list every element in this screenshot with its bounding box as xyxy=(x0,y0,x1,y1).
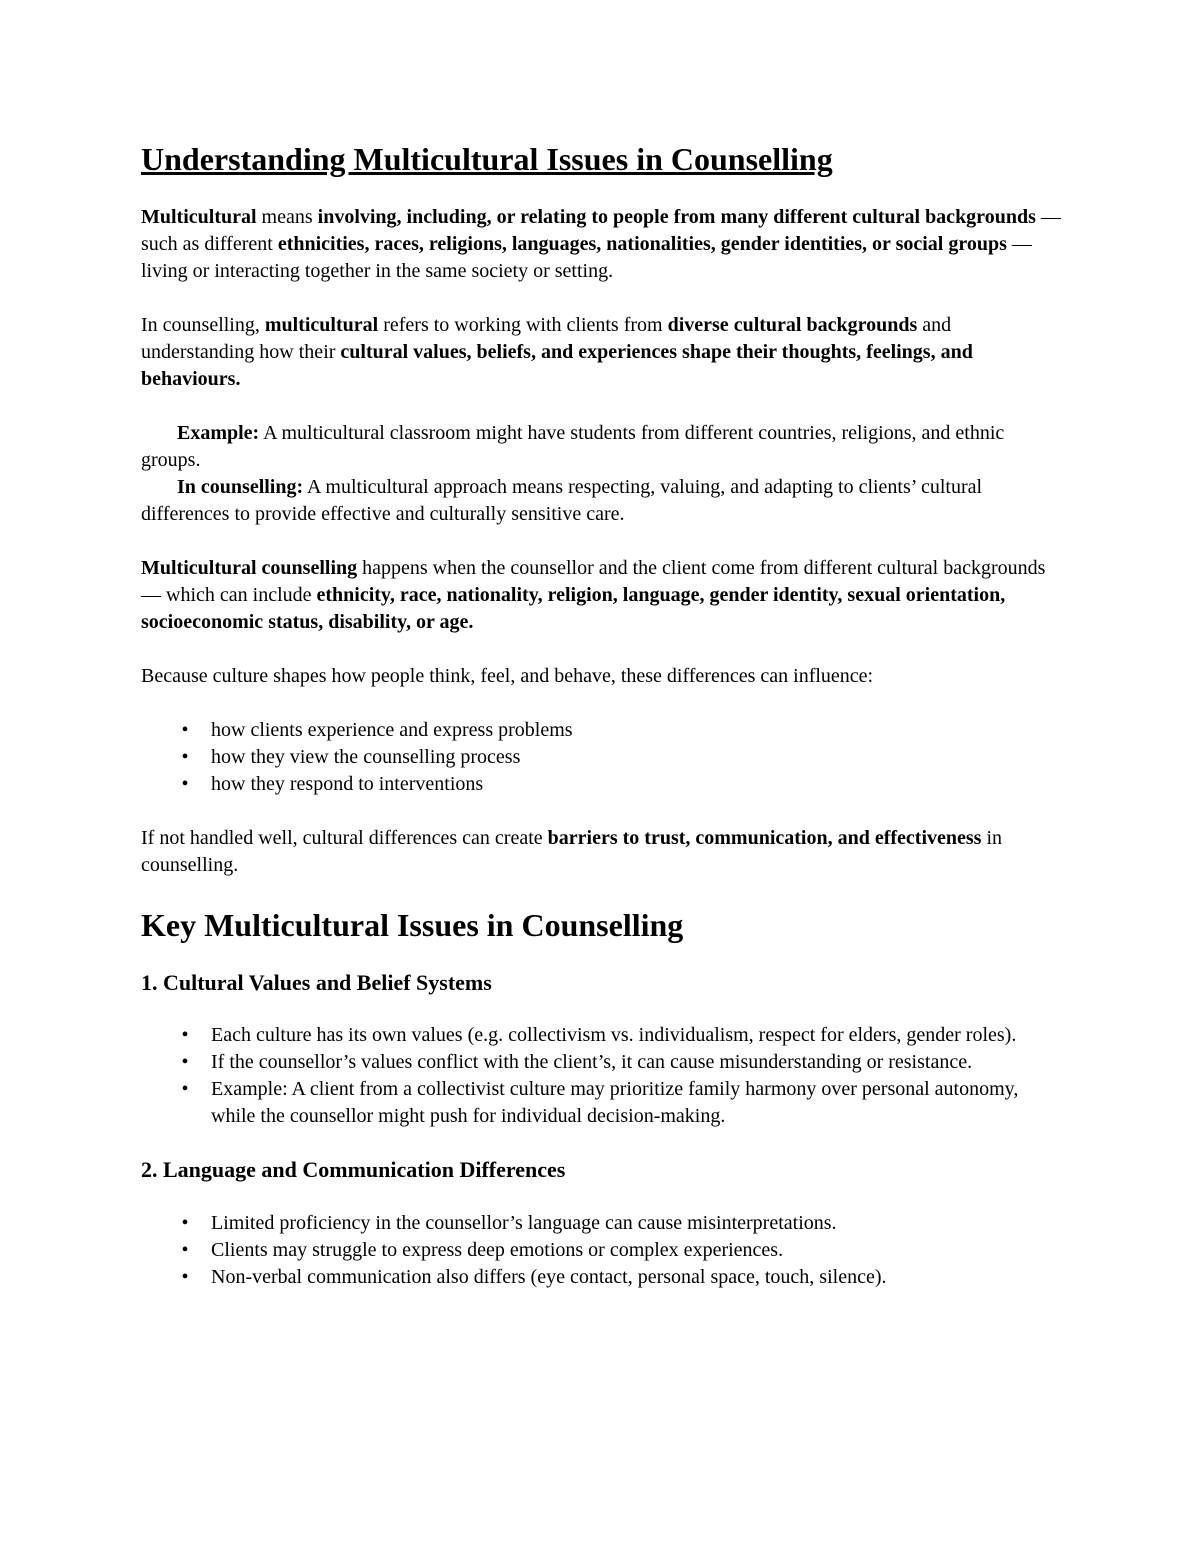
bullet-icon: • xyxy=(181,746,189,769)
bold-phrase: diverse cultural backgrounds xyxy=(667,314,918,337)
key-issues-heading: Key Multicultural Issues in Counselling xyxy=(141,907,684,944)
definition-paragraph: Multicultural means involving, including, or relating to people from many different cultural backgrounds — such as different ethnicities, races, religions, languages, nationalities, gender identities, or social groups — living or interacting together in the same society or setting. xyxy=(141,206,1061,283)
bullet-icon: • xyxy=(181,1024,189,1047)
bullet-icon: • xyxy=(181,773,189,796)
bold-phrase: barriers to trust, communication, and effectiveness xyxy=(547,827,982,850)
list-item: • Example: A client from a collectivist culture may prioritize family harmony over personal autonomy, while the counsellor might push for individual decision-making. xyxy=(211,1076,1061,1130)
bold-phrase: ethnicity, race, nationality, religion, language, gender identity, sexual orientation, socioeconomic status, disability, or age. xyxy=(141,584,1006,634)
list-item: • If the counsellor’s values conflict with the client’s, it can cause misunderstanding or resistance. xyxy=(211,1049,1061,1076)
bold-phrase: ethnicities, races, religions, languages, nationalities, gender identities, or social groups xyxy=(277,233,1007,256)
list-item: • how they view the counselling process xyxy=(211,744,1061,771)
influence-list xyxy=(141,717,1061,798)
in-counselling-paragraph: In counselling: A multicultural approach means respecting, valuing, and adapting to clients’ cultural differences to provide effective and culturally sensitive care. xyxy=(141,476,983,526)
bullet-icon: • xyxy=(181,1211,189,1234)
section-2-heading: 2. Language and Communication Differences xyxy=(141,1157,566,1183)
list-item: • Clients may struggle to express deep emotions or complex experiences. xyxy=(211,1237,1061,1264)
bullet-icon: • xyxy=(181,1051,189,1074)
section-1-heading: 1. Cultural Values and Belief Systems xyxy=(141,969,492,995)
bullet-icon: • xyxy=(181,1238,189,1261)
bullet-icon: • xyxy=(181,1078,189,1101)
list-item: • how they respond to interventions xyxy=(211,771,1061,798)
counselling-paragraph: In counselling, multicultural refers to working with clients from diverse cultural backgrounds and understanding how their cultural values, beliefs, and experiences shape their thoughts, feelings, and behaviours. xyxy=(141,314,973,391)
list-item: • Non-verbal communication also differs (eye contact, personal space, touch, silence). xyxy=(211,1264,1061,1291)
example-paragraph: Example: A multicultural classroom might have students from different countries, religions, and ethnic groups. xyxy=(141,422,1005,472)
bullet-icon: • xyxy=(181,1265,189,1288)
list-item: • Limited proficiency in the counsellor’s language can cause misinterpretations. xyxy=(211,1210,1061,1237)
bold-term: Multicultural xyxy=(141,206,257,229)
barriers-paragraph: If not handled well, cultural differences can create barriers to trust, communication, and effectiveness in counselling. xyxy=(141,827,1003,877)
list-item: • Each culture has its own values (e.g. collectivism vs. individualism, respect for elders, gender roles). xyxy=(211,1022,1061,1049)
multicultural-counselling-paragraph: Multicultural counselling happens when the counsellor and the client come from different cultural backgrounds — which can include ethnicity, race, nationality, religion, language, gender identity, sexual orientation, socioeconomic status, disability, or age. xyxy=(141,557,1046,634)
bold-phrase: cultural values, beliefs, and experiences shape their thoughts, feelings, and behaviours. xyxy=(141,341,973,391)
influence-intro: Because culture shapes how people think, feel, and behave, these differences can influence: xyxy=(141,665,874,688)
section-1-list xyxy=(141,1022,1061,1130)
example-label: Example: xyxy=(177,422,260,445)
list-item: • how clients experience and express problems xyxy=(211,717,1061,744)
bold-term: Multicultural counselling xyxy=(141,557,358,580)
in-counselling-label: In counselling: xyxy=(177,476,304,499)
document-body xyxy=(141,140,1061,1318)
bold-term: multicultural xyxy=(264,314,379,337)
bold-phrase: involving, including, or relating to people from many different cultural backgrounds xyxy=(317,206,1036,229)
bullet-icon: • xyxy=(181,719,189,742)
page-title: Understanding Multicultural Issues in Counselling xyxy=(141,141,833,177)
section-2-list xyxy=(141,1210,1061,1291)
